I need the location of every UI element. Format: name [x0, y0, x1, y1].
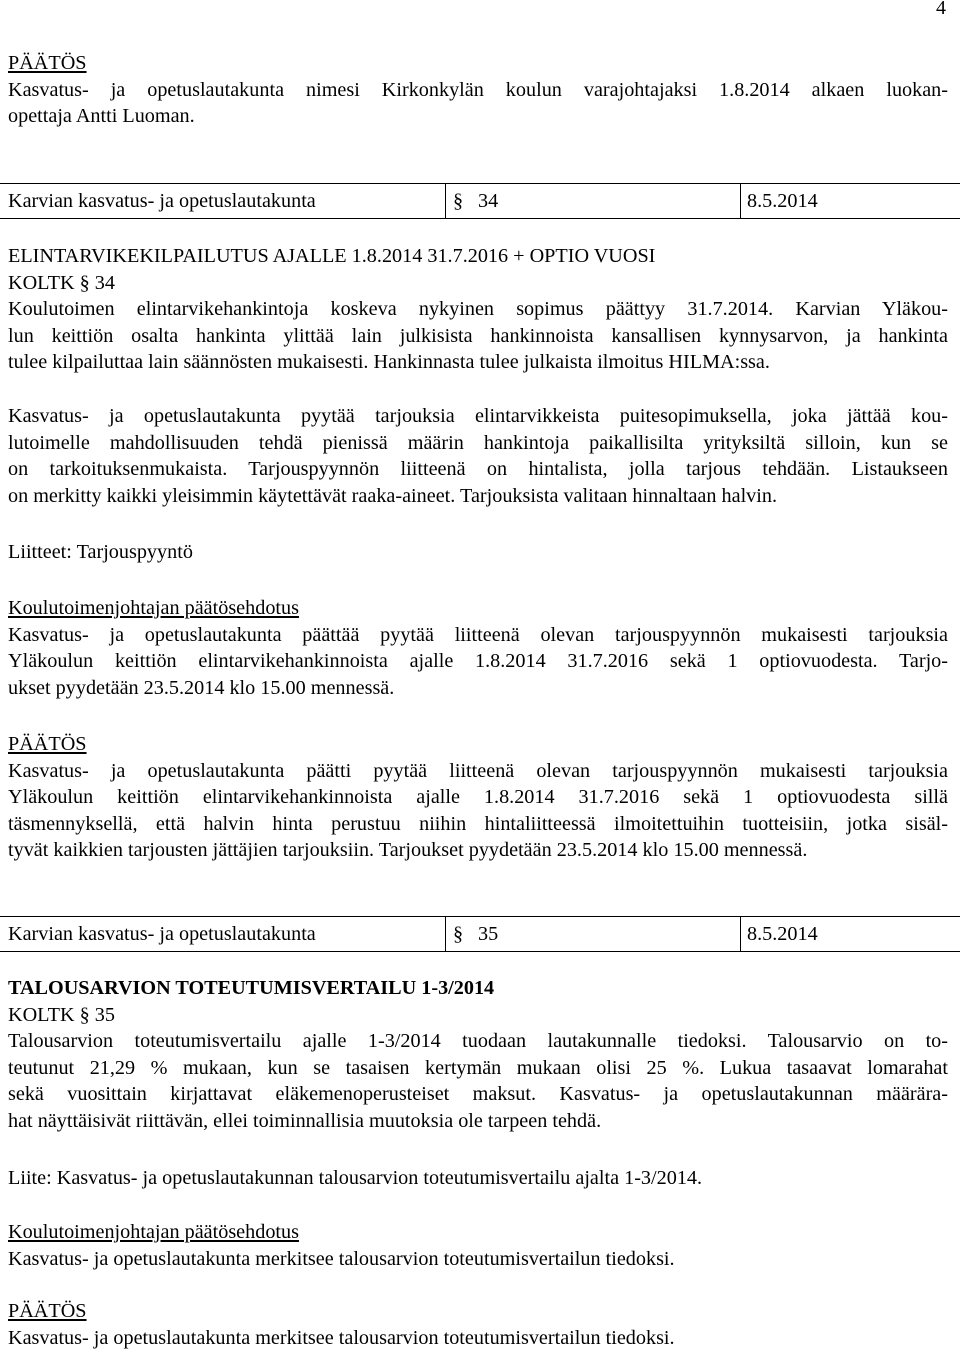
meeting-date: 8.5.2014 [747, 190, 818, 212]
decision-heading: PÄÄTÖS [8, 733, 87, 755]
divider [445, 184, 446, 218]
decision-heading: PÄÄTÖS [8, 52, 87, 74]
committee-name: Karvian kasvatus- ja opetuslautakunta [8, 923, 316, 945]
text-line: lutoimelle mahdollisuuden tehdä pienissä määrin hankintoja paikallisilta yrityksiltä silloin, kun se [8, 431, 948, 454]
section-3-proposal [8, 1219, 948, 1272]
text-line: on tarkoituksenmukaista. Tarjouspyynnön liitteenä on hintalista, jolla tarjous tehdään. Listaukseen [8, 458, 948, 480]
text-line: on merkitty kaikki yleisimmin käytettävät raaka-aineet. Tarjouksista valitaan hinnaltaan halvin. [8, 484, 778, 507]
text-line: Kasvatus- ja opetuslautakunta merkitsee talousarvion toteutumisvertailun tiedoksi. [8, 1247, 675, 1270]
koltk-line [8, 270, 948, 297]
divider [740, 184, 741, 218]
attachment-text: Liite: Kasvatus- ja opetuslautakunnan talousarvion toteutumisvertailu ajalta 1-3/2014. [8, 1167, 703, 1189]
text-line: Kasvatus- ja opetuslautakunta pyytää tarjouksia elintarvikkeista puitesopimuksella, joka jättää kou- [8, 405, 948, 427]
attachments-text: Liitteet: Tarjouspyyntö [8, 541, 193, 563]
text-line: Yläkoulun keittiön elintarvikehankinnoista ajalle 1.8.2014 31.7.2016 sekä 1 optiovuodesta sillä [8, 786, 948, 808]
section-3-decision [8, 1298, 948, 1351]
section-title: ELINTARVIKEKILPAILUTUS AJALLE 1.8.2014 31.7.2016 + OPTIO VUOSI [8, 245, 656, 267]
section-number: 35 [478, 923, 499, 945]
section-mark: § [79, 271, 90, 294]
text-line: Kasvatus- ja opetuslautakunta nimesi Kirkonkylän koulun varajohtajaksi 1.8.2014 alkaen luokan- [8, 78, 948, 101]
text-line: Talousarvion toteutumisvertailu ajalle 1-3/2014 tuodaan lautakunnalle tiedoksi. Talousarvio on to- [8, 1030, 948, 1052]
section-title: TALOUSARVION TOTEUTUMISVERTAILU 1-3/2014 [8, 977, 495, 999]
text-line: sekä vuosittain kirjattavat eläkemenoperusteiset maksut. Kasvatus- ja opetuslautakunnan määrära- [8, 1083, 948, 1105]
section-2-para-2 [8, 403, 948, 509]
text-line: lun keittiön osalta hankinta ylittää lain julkisista hankinnoista kansallisen kynnysarvon, ja hankinta [8, 324, 948, 347]
section-mark: § [453, 923, 464, 945]
text-line: Yläkoulun keittiön elintarvikehankinnoista ajalle 1.8.2014 31.7.2016 sekä 1 optiovuodesta. Tarjo- [8, 650, 948, 672]
text-line: tyvät kaikkien tarjousten jättäjien tarjouksiin. Tarjoukset pyydetään 23.5.2014 klo 15.00 mennessä. [8, 839, 808, 861]
section-3 [8, 975, 948, 1134]
meeting-date: 8.5.2014 [747, 923, 818, 945]
koltk-line [8, 1002, 948, 1029]
proposal-heading: Koulutoimenjohtajan päätösehdotus [8, 597, 299, 619]
koltk-label: KOLTK [8, 271, 75, 294]
text-line: teutunut 21,29 % mukaan, kun se tasaisen kertymän mukaan olisi 25 %. Lukua tasaavat lomarahat [8, 1056, 948, 1079]
koltk-number: 34 [94, 271, 115, 294]
koltk-label: KOLTK [8, 1003, 75, 1026]
section-3-attachment [8, 1165, 948, 1192]
text-line: Kasvatus- ja opetuslautakunta päättää pyytää liitteenä olevan tarjouspyynnön mukaisesti tarjouksia [8, 623, 948, 646]
divider [445, 917, 446, 951]
meeting-header-34 [0, 183, 960, 219]
text-line: Kasvatus- ja opetuslautakunta päätti pyytää liitteenä olevan tarjouspyynnön mukaisesti tarjouksia [8, 759, 948, 782]
text-line: opettaja Antti Luoman. [8, 105, 195, 127]
attachments [8, 539, 948, 566]
text-line: Koulutoimen elintarvikehankintoja koskeva nykyinen sopimus päättyy 31.7.2014. Karvian Yläkou- [8, 298, 948, 320]
text-line: hat näyttäisivät riittävän, ellei toiminnallisia muutoksia ole tarpeen tehdä. [8, 1109, 602, 1132]
text-line: tulee kilpailuttaa lain säännösten mukaisesti. Hankinnasta tulee julkaista ilmoitus HILMA:ssa. [8, 351, 770, 373]
text-line: ukset pyydetään 23.5.2014 klo 15.00 mennessä. [8, 676, 395, 699]
section-number: 34 [478, 190, 499, 212]
page-number: 4 [936, 0, 946, 19]
meeting-header-35 [0, 916, 960, 952]
proposal-heading: Koulutoimenjohtajan päätösehdotus [8, 1221, 299, 1243]
decision-block [8, 731, 948, 864]
proposal-block [8, 595, 948, 701]
decision-heading: PÄÄTÖS [8, 1300, 87, 1322]
koltk-number: 35 [94, 1003, 115, 1026]
divider [740, 917, 741, 951]
text-line: täsmennyksellä, että halvin hinta perustuu niihin hintaliitteessä ilmoitettuihin tuotteisiin, jotka sisäl- [8, 812, 948, 835]
text-line: Kasvatus- ja opetuslautakunta merkitsee talousarvion toteutumisvertailun tiedoksi. [8, 1326, 675, 1349]
committee-name: Karvian kasvatus- ja opetuslautakunta [8, 190, 316, 212]
section-1 [8, 50, 948, 130]
section-2 [8, 243, 948, 376]
section-mark: § [453, 190, 464, 212]
section-mark: § [79, 1003, 90, 1026]
